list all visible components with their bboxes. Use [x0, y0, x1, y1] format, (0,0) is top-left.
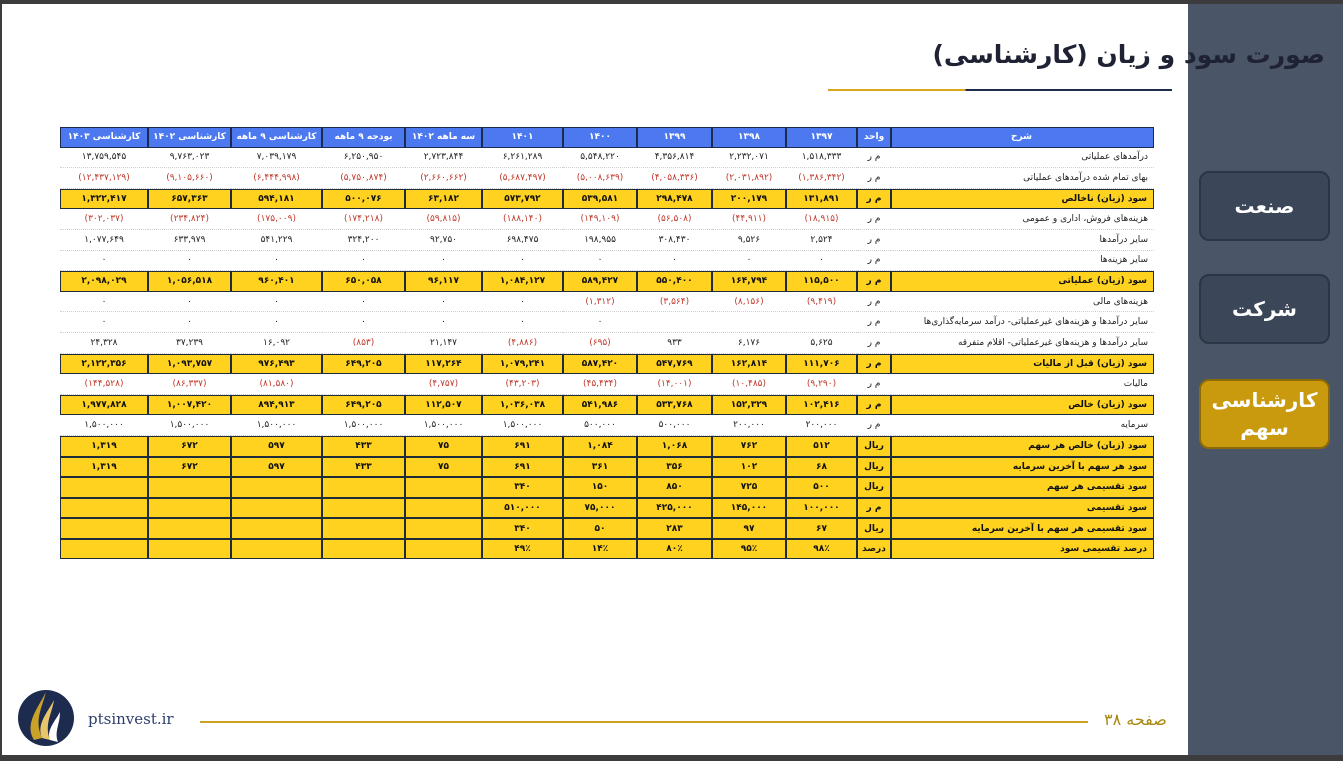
- column-header: کارشناسی ۹ ماهه: [231, 127, 322, 148]
- row-label: درآمدهای عملیاتی: [891, 148, 1154, 169]
- value-cell: ۶۷۲: [148, 457, 231, 478]
- value-cell: ۱,۰۷۹,۲۴۱: [482, 354, 563, 375]
- value-cell: ۲۴,۳۲۸: [60, 333, 148, 354]
- value-cell: (۴۳,۲۰۳): [482, 374, 563, 395]
- value-cell: (۴,۰۵۸,۳۳۶): [637, 168, 712, 189]
- value-cell: ۲,۲۳۲,۰۷۱: [712, 148, 786, 169]
- page-number: صفحه ۳۸: [1104, 710, 1167, 729]
- value-cell: ۷۵: [405, 436, 482, 457]
- unit-cell: م ر: [857, 189, 891, 210]
- value-cell: (۹,۴۱۹): [786, 292, 857, 313]
- table-row: [60, 539, 1154, 560]
- row-label: سود تقسیمی هر سهم: [891, 477, 1154, 498]
- value-cell: [405, 498, 482, 519]
- value-cell: ۱,۰۸۴: [563, 436, 637, 457]
- value-cell: ۶۳,۱۸۲: [405, 189, 482, 210]
- row-label: هزینه‌های مالی: [891, 292, 1154, 313]
- value-cell: ۸۵۰: [637, 477, 712, 498]
- value-cell: ۵۴۱,۲۲۹: [231, 230, 322, 251]
- value-cell: ۳۰۸,۴۳۰: [637, 230, 712, 251]
- value-cell: ۱۰۲,۴۱۶: [786, 395, 857, 416]
- unit-cell: م ر: [857, 209, 891, 230]
- value-cell: ۱,۵۰۰,۰۰۰: [231, 415, 322, 436]
- value-cell: ۶۴۹,۲۰۵: [322, 395, 405, 416]
- value-cell: (۲۳۴,۸۲۴): [148, 209, 231, 230]
- value-cell: ۴۲۵,۰۰۰: [637, 498, 712, 519]
- row-label: سود (زیان) عملیاتی: [891, 271, 1154, 292]
- value-cell: (۳۰۲,۰۳۷): [60, 209, 148, 230]
- value-cell: ۷,۰۳۹,۱۷۹: [231, 148, 322, 169]
- value-cell: [148, 498, 231, 519]
- value-cell: ۱,۵۰۰,۰۰۰: [482, 415, 563, 436]
- value-cell: ۹۷: [712, 518, 786, 539]
- table-row: [60, 251, 1154, 272]
- value-cell: [231, 498, 322, 519]
- value-cell: ۴,۳۵۶,۸۱۴: [637, 148, 712, 169]
- value-cell: ۱۱۷,۲۶۴: [405, 354, 482, 375]
- value-cell: [231, 477, 322, 498]
- table-header-row: [60, 127, 1154, 148]
- value-cell: ۱۰۲: [712, 457, 786, 478]
- value-cell: (۱۷۵,۰۰۹): [231, 209, 322, 230]
- value-cell: ۲۸۳: [637, 518, 712, 539]
- value-cell: ۵۷۳,۷۹۲: [482, 189, 563, 210]
- row-label: سود تقسیمی: [891, 498, 1154, 519]
- value-cell: ۱,۰۹۳,۷۵۷: [148, 354, 231, 375]
- value-cell: ۰: [786, 251, 857, 272]
- page-title: صورت سود و زیان (کارشناسی): [932, 40, 1325, 69]
- value-cell: ۱۴٪: [563, 539, 637, 560]
- value-cell: [405, 518, 482, 539]
- column-header: سه ماهه ۱۴۰۲: [405, 127, 482, 148]
- profit-loss-table: [60, 127, 1154, 559]
- value-cell: ۱,۰۵۶,۵۱۸: [148, 271, 231, 292]
- value-cell: (۱۴۴,۵۲۸): [60, 374, 148, 395]
- value-cell: ۴۳۳: [322, 457, 405, 478]
- value-cell: ۷۵: [405, 457, 482, 478]
- value-cell: [148, 518, 231, 539]
- value-cell: [322, 518, 405, 539]
- nav-industry-button[interactable]: صنعت: [1199, 171, 1330, 241]
- value-cell: ۰: [712, 251, 786, 272]
- table-row: [60, 415, 1154, 436]
- value-cell: ۶۹۸,۴۷۵: [482, 230, 563, 251]
- value-cell: [231, 518, 322, 539]
- value-cell: (۵۶,۵۰۸): [637, 209, 712, 230]
- value-cell: ۱۰۰,۰۰۰: [786, 498, 857, 519]
- value-cell: ۰: [482, 251, 563, 272]
- value-cell: (۲,۰۳۱,۸۹۲): [712, 168, 786, 189]
- value-cell: ۳۲۴,۲۰۰: [322, 230, 405, 251]
- value-cell: [60, 518, 148, 539]
- value-cell: (۲,۶۶۰,۶۶۲): [405, 168, 482, 189]
- table-row: [60, 168, 1154, 189]
- value-cell: (۴,۸۸۶): [482, 333, 563, 354]
- value-cell: (۴۵,۴۳۴): [563, 374, 637, 395]
- value-cell: (۵۹,۸۱۵): [405, 209, 482, 230]
- value-cell: ۹۳۳: [637, 333, 712, 354]
- value-cell: (۱,۳۸۶,۳۴۲): [786, 168, 857, 189]
- value-cell: ۷۲۵: [712, 477, 786, 498]
- value-cell: ۲۰۰,۰۰۰: [786, 415, 857, 436]
- row-label: سایر درآمدها: [891, 230, 1154, 251]
- value-cell: ۶۵۰,۰۵۸: [322, 271, 405, 292]
- nav-company-button[interactable]: شرکت: [1199, 274, 1330, 344]
- value-cell: ۰: [322, 251, 405, 272]
- table-row: [60, 271, 1154, 292]
- value-cell: ۱,۳۱۹: [60, 436, 148, 457]
- value-cell: ۶۴۹,۲۰۵: [322, 354, 405, 375]
- unit-cell: ریال: [857, 457, 891, 478]
- row-label: هزینه‌های فروش، اداری و عمومی: [891, 209, 1154, 230]
- table-row: [60, 518, 1154, 539]
- unit-cell: م ر: [857, 230, 891, 251]
- unit-cell: م ر: [857, 148, 891, 169]
- value-cell: ۰: [405, 251, 482, 272]
- value-cell: ۴۳۳: [322, 436, 405, 457]
- value-cell: ۶,۲۵۰,۹۵۰: [322, 148, 405, 169]
- value-cell: ۶۳۳,۹۷۹: [148, 230, 231, 251]
- value-cell: ۱,۰۳۶,۰۳۸: [482, 395, 563, 416]
- value-cell: ۰: [322, 292, 405, 313]
- value-cell: ۱۹۸,۹۵۵: [563, 230, 637, 251]
- column-header: ۱۳۹۹: [637, 127, 712, 148]
- value-cell: ۲,۰۹۸,۰۲۹: [60, 271, 148, 292]
- value-cell: ۱,۵۰۰,۰۰۰: [322, 415, 405, 436]
- value-cell: ۰: [60, 312, 148, 333]
- value-cell: (۵,۶۸۷,۴۹۷): [482, 168, 563, 189]
- value-cell: ۱,۵۱۸,۳۳۳: [786, 148, 857, 169]
- value-cell: ۹۷۶,۴۹۳: [231, 354, 322, 375]
- value-cell: (۵,۰۰۸,۶۳۹): [563, 168, 637, 189]
- value-cell: ۱۵۰: [563, 477, 637, 498]
- value-cell: (۱۸۸,۱۴۰): [482, 209, 563, 230]
- value-cell: ۹,۵۲۶: [712, 230, 786, 251]
- value-cell: ۳۴۰: [482, 477, 563, 498]
- value-cell: ۵۰۰: [786, 477, 857, 498]
- value-cell: ۰: [405, 312, 482, 333]
- value-cell: ۲۱,۱۴۷: [405, 333, 482, 354]
- table-row: [60, 457, 1154, 478]
- value-cell: [231, 539, 322, 560]
- company-logo-icon: [16, 686, 76, 750]
- value-cell: ۵۵۰,۴۰۰: [637, 271, 712, 292]
- value-cell: ۰: [60, 251, 148, 272]
- value-cell: [60, 498, 148, 519]
- value-cell: ۵۱۲: [786, 436, 857, 457]
- table-row: [60, 189, 1154, 210]
- row-label: سود (زیان) قبل از مالیات: [891, 354, 1154, 375]
- value-cell: (۵,۷۵۰,۸۷۴): [322, 168, 405, 189]
- value-cell: [637, 312, 712, 333]
- column-header: ۱۳۹۷: [786, 127, 857, 148]
- column-header: ۱۳۹۸: [712, 127, 786, 148]
- row-label: سود (زیان) ناخالص: [891, 189, 1154, 210]
- value-cell: ۲۹۸,۴۷۸: [637, 189, 712, 210]
- value-cell: (۴۴,۹۱۱): [712, 209, 786, 230]
- value-cell: ۶۵۷,۳۶۳: [148, 189, 231, 210]
- value-cell: ۶۷: [786, 518, 857, 539]
- unit-cell: م ر: [857, 354, 891, 375]
- value-cell: (۱۲,۴۳۷,۱۲۹): [60, 168, 148, 189]
- value-cell: (۱,۳۱۲): [563, 292, 637, 313]
- value-cell: ۹۸٪: [786, 539, 857, 560]
- value-cell: ۵۰۰,۰۰۰: [563, 415, 637, 436]
- value-cell: (۶۹۵): [563, 333, 637, 354]
- value-cell: [322, 539, 405, 560]
- nav-expert-share-button[interactable]: کارشناسی سهم: [1199, 379, 1330, 449]
- value-cell: ۰: [405, 292, 482, 313]
- value-cell: (۸,۱۵۶): [712, 292, 786, 313]
- table-row: [60, 292, 1154, 313]
- table-row: [60, 354, 1154, 375]
- value-cell: [712, 312, 786, 333]
- unit-cell: درصد: [857, 539, 891, 560]
- value-cell: ۱۳۱,۸۹۱: [786, 189, 857, 210]
- value-cell: [148, 477, 231, 498]
- value-cell: ۳۶۱: [563, 457, 637, 478]
- value-cell: ۰: [148, 251, 231, 272]
- unit-cell: ریال: [857, 436, 891, 457]
- column-header: ۱۴۰۱: [482, 127, 563, 148]
- row-label: سایر هزینه‌ها: [891, 251, 1154, 272]
- row-label: مالیات: [891, 374, 1154, 395]
- table-row: [60, 209, 1154, 230]
- value-cell: (۱۷۴,۲۱۸): [322, 209, 405, 230]
- value-cell: ۰: [148, 312, 231, 333]
- column-header: ۱۴۰۰: [563, 127, 637, 148]
- unit-cell: ریال: [857, 518, 891, 539]
- value-cell: (۶,۴۴۴,۹۹۸): [231, 168, 322, 189]
- value-cell: (۳,۵۶۴): [637, 292, 712, 313]
- value-cell: ۳۷,۲۳۹: [148, 333, 231, 354]
- row-label: بهای تمام شده درآمدهای عملیاتی: [891, 168, 1154, 189]
- value-cell: ۱,۵۰۰,۰۰۰: [148, 415, 231, 436]
- value-cell: ۹۲,۷۵۰: [405, 230, 482, 251]
- unit-cell: م ر: [857, 251, 891, 272]
- value-cell: ۰: [637, 251, 712, 272]
- value-cell: ۵۴۷,۷۶۹: [637, 354, 712, 375]
- column-header: کارشناسی ۱۴۰۲: [148, 127, 231, 148]
- value-cell: ۵۹۷: [231, 436, 322, 457]
- value-cell: ۱۳,۷۵۹,۵۴۵: [60, 148, 148, 169]
- row-label: سود (زیان) خالص: [891, 395, 1154, 416]
- value-cell: ۵۳۳,۷۶۸: [637, 395, 712, 416]
- table-row: [60, 374, 1154, 395]
- value-cell: ۳۴۰: [482, 518, 563, 539]
- value-cell: ۵۰۰,۰۰۰: [637, 415, 712, 436]
- value-cell: (۸۵۳): [322, 333, 405, 354]
- value-cell: ۰: [322, 312, 405, 333]
- column-header: بودجه ۹ ماهه: [322, 127, 405, 148]
- value-cell: ۹۵٪: [712, 539, 786, 560]
- value-cell: ۱۱۵,۵۰۰: [786, 271, 857, 292]
- value-cell: ۶۸: [786, 457, 857, 478]
- table-row: [60, 498, 1154, 519]
- unit-cell: م ر: [857, 168, 891, 189]
- row-label: سایر درآمدها و هزینه‌های غیرعملیاتی- درآمد سرمایه‌گذاری‌ها: [891, 312, 1154, 333]
- value-cell: ۰: [148, 292, 231, 313]
- value-cell: ۱۶۲,۸۱۴: [712, 354, 786, 375]
- value-cell: ۴۹٪: [482, 539, 563, 560]
- value-cell: ۲۰۰,۰۰۰: [712, 415, 786, 436]
- value-cell: ۱,۰۶۸: [637, 436, 712, 457]
- value-cell: [322, 498, 405, 519]
- value-cell: ۱۱۱,۷۰۶: [786, 354, 857, 375]
- table-row: [60, 333, 1154, 354]
- title-underline: [828, 89, 1172, 91]
- column-header: کارشناسی ۱۴۰۳: [60, 127, 148, 148]
- value-cell: ۵۹۴,۱۸۱: [231, 189, 322, 210]
- value-cell: [786, 312, 857, 333]
- table-row: [60, 148, 1154, 169]
- value-cell: ۰: [482, 312, 563, 333]
- value-cell: ۹,۷۶۳,۰۲۳: [148, 148, 231, 169]
- value-cell: ۶,۱۷۶: [712, 333, 786, 354]
- row-label: درصد تقسیمی سود: [891, 539, 1154, 560]
- value-cell: ۶۷۲: [148, 436, 231, 457]
- unit-cell: م ر: [857, 292, 891, 313]
- unit-cell: م ر: [857, 374, 891, 395]
- column-header: شرح: [891, 127, 1154, 148]
- unit-cell: ریال: [857, 477, 891, 498]
- value-cell: ۱۱۲,۵۰۷: [405, 395, 482, 416]
- value-cell: ۱,۰۸۴,۱۲۷: [482, 271, 563, 292]
- value-cell: [60, 539, 148, 560]
- value-cell: ۱,۰۷۷,۶۴۹: [60, 230, 148, 251]
- value-cell: [148, 539, 231, 560]
- value-cell: ۶۹۱: [482, 436, 563, 457]
- unit-cell: م ر: [857, 312, 891, 333]
- value-cell: (۱۰,۴۸۵): [712, 374, 786, 395]
- table-row: [60, 312, 1154, 333]
- value-cell: (۱۴۹,۱۰۹): [563, 209, 637, 230]
- value-cell: ۵,۵۴۸,۲۲۰: [563, 148, 637, 169]
- value-cell: ۸۰٪: [637, 539, 712, 560]
- value-cell: ۲,۵۲۴: [786, 230, 857, 251]
- value-cell: ۱,۵۰۰,۰۰۰: [405, 415, 482, 436]
- value-cell: ۹۶۰,۴۰۱: [231, 271, 322, 292]
- unit-cell: م ر: [857, 415, 891, 436]
- value-cell: ۵۱۰,۰۰۰: [482, 498, 563, 519]
- table-row: [60, 230, 1154, 251]
- unit-cell: م ر: [857, 333, 891, 354]
- value-cell: ۰: [231, 251, 322, 272]
- value-cell: ۱,۰۰۷,۴۲۰: [148, 395, 231, 416]
- value-cell: ۰: [563, 251, 637, 272]
- value-cell: [322, 374, 405, 395]
- unit-cell: م ر: [857, 498, 891, 519]
- row-label: سود تقسیمی هر سهم با آخرین سرمایه: [891, 518, 1154, 539]
- value-cell: (۱۴,۰۰۱): [637, 374, 712, 395]
- value-cell: ۱,۳۱۹: [60, 457, 148, 478]
- row-label: سرمایه: [891, 415, 1154, 436]
- value-cell: ۹۶,۱۱۷: [405, 271, 482, 292]
- value-cell: (۸۱,۵۸۰): [231, 374, 322, 395]
- value-cell: ۷۵,۰۰۰: [563, 498, 637, 519]
- value-cell: ۵۸۷,۴۲۰: [563, 354, 637, 375]
- value-cell: ۱,۹۷۷,۸۲۸: [60, 395, 148, 416]
- value-cell: ۸۹۴,۹۱۳: [231, 395, 322, 416]
- value-cell: ۲۰۰,۱۷۹: [712, 189, 786, 210]
- value-cell: ۷۶۲: [712, 436, 786, 457]
- value-cell: (۸۶,۳۳۷): [148, 374, 231, 395]
- unit-cell: م ر: [857, 271, 891, 292]
- value-cell: ۱۶۴,۷۹۴: [712, 271, 786, 292]
- value-cell: [322, 477, 405, 498]
- value-cell: ۰: [563, 312, 637, 333]
- row-label: سایر درآمدها و هزینه‌های غیرعملیاتی- اقلام متفرقه: [891, 333, 1154, 354]
- row-label: سود (زیان) خالص هر سهم: [891, 436, 1154, 457]
- value-cell: ۰: [482, 292, 563, 313]
- value-cell: (۹,۱۰۵,۶۶۰): [148, 168, 231, 189]
- value-cell: (۱۸,۹۱۵): [786, 209, 857, 230]
- value-cell: ۰: [231, 292, 322, 313]
- value-cell: ۱,۳۲۲,۴۱۷: [60, 189, 148, 210]
- value-cell: ۱,۵۰۰,۰۰۰: [60, 415, 148, 436]
- table-row: [60, 436, 1154, 457]
- value-cell: ۵۰: [563, 518, 637, 539]
- value-cell: ۰: [231, 312, 322, 333]
- value-cell: [405, 539, 482, 560]
- value-cell: ۲,۱۲۲,۳۵۶: [60, 354, 148, 375]
- value-cell: ۵۹۷: [231, 457, 322, 478]
- value-cell: ۵۳۹,۵۸۱: [563, 189, 637, 210]
- value-cell: [60, 477, 148, 498]
- unit-cell: م ر: [857, 395, 891, 416]
- value-cell: ۵۰۰,۰۷۶: [322, 189, 405, 210]
- row-label: سود هر سهم با آخرین سرمایه: [891, 457, 1154, 478]
- website-link[interactable]: ptsinvest.ir: [88, 710, 174, 728]
- value-cell: ۱۶,۰۹۲: [231, 333, 322, 354]
- value-cell: (۴,۷۵۷): [405, 374, 482, 395]
- value-cell: ۱۵۲,۳۲۹: [712, 395, 786, 416]
- value-cell: ۵۸۹,۴۲۷: [563, 271, 637, 292]
- value-cell: ۶۹۱: [482, 457, 563, 478]
- column-header: واحد: [857, 127, 891, 148]
- value-cell: ۶,۲۶۱,۲۸۹: [482, 148, 563, 169]
- value-cell: (۹,۲۹۰): [786, 374, 857, 395]
- value-cell: ۲,۷۲۳,۸۴۴: [405, 148, 482, 169]
- value-cell: ۳۵۶: [637, 457, 712, 478]
- value-cell: ۰: [60, 292, 148, 313]
- footer-line: [200, 721, 1088, 723]
- value-cell: ۵۴۱,۹۸۶: [563, 395, 637, 416]
- value-cell: ۱۴۵,۰۰۰: [712, 498, 786, 519]
- table-row: [60, 395, 1154, 416]
- value-cell: [405, 477, 482, 498]
- value-cell: ۵,۶۲۵: [786, 333, 857, 354]
- table-row: [60, 477, 1154, 498]
